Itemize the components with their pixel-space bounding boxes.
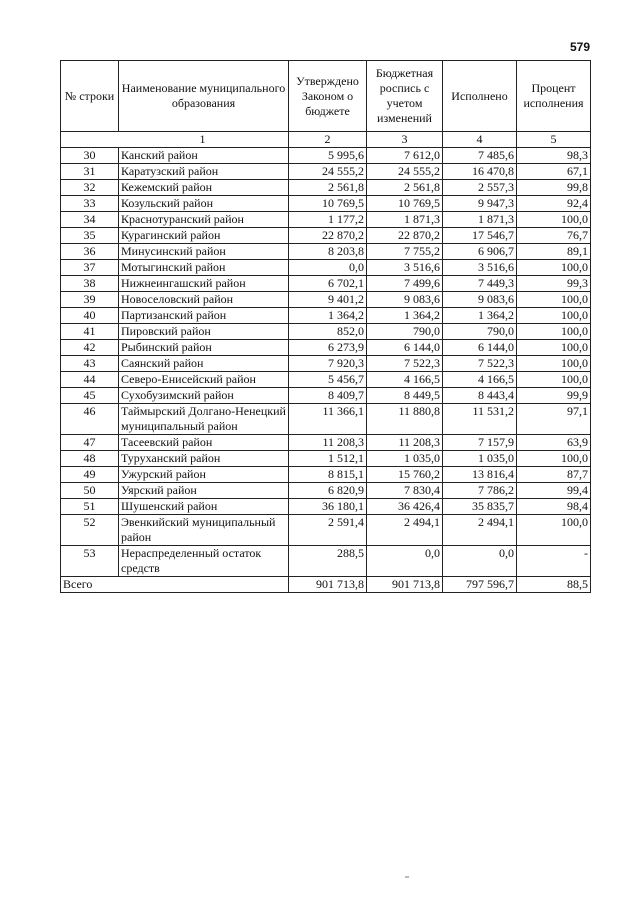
table-row [61,196,591,212]
cell-executed: 9 947,3 [443,196,517,212]
cell-approved: 11 208,3 [289,435,367,451]
cell-executed: 7 157,9 [443,435,517,451]
header-percent: Процент исполнения [517,61,591,132]
cell-row-number: 43 [61,356,119,372]
cell-percent: 100,0 [517,324,591,340]
cell-budget-schedule: 11 208,3 [367,435,443,451]
cell-percent: 99,4 [517,483,591,499]
cell-executed: 17 546,7 [443,228,517,244]
scan-dot [405,876,409,878]
cell-budget-schedule: 7 755,2 [367,244,443,260]
cell-executed: 4 166,5 [443,372,517,388]
cell-budget-schedule: 9 083,6 [367,292,443,308]
cell-executed: 16 470,8 [443,164,517,180]
page-number: 579 [569,40,590,54]
cell-budget-schedule: 0,0 [367,546,443,577]
cell-percent: 76,7 [517,228,591,244]
cell-approved: 8 409,7 [289,388,367,404]
cell-percent: 98,4 [517,499,591,515]
cell-row-number: 50 [61,483,119,499]
cell-row-number: 41 [61,324,119,340]
cell-municipality: Козульский район [119,196,289,212]
table-row [61,180,591,196]
cell-percent: 100,0 [517,212,591,228]
header-row-number: № строки [61,61,119,132]
cell-budget-schedule: 7 830,4 [367,483,443,499]
total-row [61,577,591,593]
cell-executed: 9 083,6 [443,292,517,308]
header-executed: Исполнено [443,61,517,132]
cell-percent: 100,0 [517,451,591,467]
cell-executed: 7 449,3 [443,276,517,292]
cell-percent: 100,0 [517,292,591,308]
cell-municipality: Туруханский район [119,451,289,467]
cell-budget-schedule: 8 449,5 [367,388,443,404]
cell-total-budget-schedule: 901 713,8 [367,577,443,593]
cell-budget-schedule: 7 522,3 [367,356,443,372]
cell-executed: 7 485,6 [443,148,517,164]
table-row [61,340,591,356]
cell-percent: 92,4 [517,196,591,212]
cell-row-number: 48 [61,451,119,467]
cell-budget-schedule: 1 871,3 [367,212,443,228]
cell-executed: 2 494,1 [443,515,517,546]
cell-approved: 5 995,6 [289,148,367,164]
cell-budget-schedule: 2 494,1 [367,515,443,546]
table-row [61,228,591,244]
cell-municipality: Нераспределенный остаток средств [119,546,289,577]
cell-row-number: 34 [61,212,119,228]
table-row [61,435,591,451]
cell-municipality: Шушенский район [119,499,289,515]
cell-municipality: Минусинский район [119,244,289,260]
cell-executed: 3 516,6 [443,260,517,276]
cell-row-number: 37 [61,260,119,276]
cell-percent: 100,0 [517,515,591,546]
cell-executed: 11 531,2 [443,404,517,435]
column-number-5: 5 [517,132,591,148]
table-row [61,308,591,324]
table-row [61,356,591,372]
cell-budget-schedule: 7 612,0 [367,148,443,164]
cell-row-number: 49 [61,467,119,483]
cell-executed: 1 035,0 [443,451,517,467]
cell-executed: 2 557,3 [443,180,517,196]
budget-execution-table [60,60,591,593]
cell-municipality: Сухобузимский район [119,388,289,404]
cell-municipality: Курагинский район [119,228,289,244]
cell-percent: 100,0 [517,260,591,276]
cell-executed: 0,0 [443,546,517,577]
cell-budget-schedule: 22 870,2 [367,228,443,244]
cell-budget-schedule: 1 035,0 [367,451,443,467]
cell-budget-schedule: 790,0 [367,324,443,340]
cell-municipality: Мотыгинский район [119,260,289,276]
cell-total-percent: 88,5 [517,577,591,593]
cell-executed: 7 786,2 [443,483,517,499]
cell-row-number: 51 [61,499,119,515]
table-row [61,404,591,435]
cell-row-number: 39 [61,292,119,308]
cell-municipality: Ужурский район [119,467,289,483]
cell-total-approved: 901 713,8 [289,577,367,593]
cell-executed: 1 364,2 [443,308,517,324]
cell-approved: 0,0 [289,260,367,276]
table-row [61,292,591,308]
cell-budget-schedule: 4 166,5 [367,372,443,388]
table-row [61,164,591,180]
cell-row-number: 46 [61,404,119,435]
cell-percent: 100,0 [517,340,591,356]
cell-municipality: Эвенкийский муниципальный район [119,515,289,546]
cell-municipality: Тасеевский район [119,435,289,451]
cell-total-executed: 797 596,7 [443,577,517,593]
header-approved: Утверждено Законом о бюджете [289,61,367,132]
cell-approved: 10 769,5 [289,196,367,212]
cell-row-number: 53 [61,546,119,577]
cell-municipality: Уярский район [119,483,289,499]
cell-approved: 5 456,7 [289,372,367,388]
cell-approved: 22 870,2 [289,228,367,244]
cell-row-number: 42 [61,340,119,356]
table-row [61,499,591,515]
cell-budget-schedule: 6 144,0 [367,340,443,356]
table-row [61,388,591,404]
table-row [61,260,591,276]
table-row [61,244,591,260]
cell-approved: 11 366,1 [289,404,367,435]
column-number-row [61,132,591,148]
cell-approved: 8 815,1 [289,467,367,483]
cell-percent: 99,9 [517,388,591,404]
cell-municipality: Рыбинский район [119,340,289,356]
cell-row-number: 45 [61,388,119,404]
cell-percent: 97,1 [517,404,591,435]
cell-row-number: 33 [61,196,119,212]
table-row [61,467,591,483]
cell-row-number: 32 [61,180,119,196]
cell-row-number: 36 [61,244,119,260]
column-number-1: 1 [61,132,289,148]
table-row [61,483,591,499]
cell-executed: 7 522,3 [443,356,517,372]
cell-executed: 790,0 [443,324,517,340]
cell-municipality: Каратузский район [119,164,289,180]
cell-approved: 1 512,1 [289,451,367,467]
cell-municipality: Таймырский Долгано-Ненецкий муниципальный район [119,404,289,435]
cell-approved: 8 203,8 [289,244,367,260]
cell-executed: 35 835,7 [443,499,517,515]
cell-municipality: Саянский район [119,356,289,372]
cell-percent: - [517,546,591,577]
cell-budget-schedule: 7 499,6 [367,276,443,292]
cell-approved: 6 702,1 [289,276,367,292]
cell-percent: 99,3 [517,276,591,292]
cell-row-number: 30 [61,148,119,164]
cell-budget-schedule: 36 426,4 [367,499,443,515]
cell-percent: 98,3 [517,148,591,164]
cell-executed: 6 906,7 [443,244,517,260]
cell-municipality: Северо-Енисейский район [119,372,289,388]
cell-row-number: 52 [61,515,119,546]
cell-executed: 8 443,4 [443,388,517,404]
cell-budget-schedule: 11 880,8 [367,404,443,435]
cell-budget-schedule: 15 760,2 [367,467,443,483]
cell-row-number: 31 [61,164,119,180]
table-row [61,451,591,467]
column-number-3: 3 [367,132,443,148]
cell-approved: 2 561,8 [289,180,367,196]
cell-municipality: Краснотуранский район [119,212,289,228]
column-number-4: 4 [443,132,517,148]
cell-percent: 89,1 [517,244,591,260]
header-budget-schedule: Бюджетная роспись с учетом изменений [367,61,443,132]
cell-budget-schedule: 1 364,2 [367,308,443,324]
cell-approved: 852,0 [289,324,367,340]
cell-total-label: Всего [61,577,289,593]
table-row [61,515,591,546]
cell-percent: 67,1 [517,164,591,180]
cell-approved: 288,5 [289,546,367,577]
cell-approved: 36 180,1 [289,499,367,515]
cell-municipality: Канский район [119,148,289,164]
cell-budget-schedule: 24 555,2 [367,164,443,180]
cell-row-number: 38 [61,276,119,292]
cell-budget-schedule: 3 516,6 [367,260,443,276]
cell-approved: 6 273,9 [289,340,367,356]
cell-municipality: Партизанский район [119,308,289,324]
cell-approved: 6 820,9 [289,483,367,499]
cell-approved: 24 555,2 [289,164,367,180]
cell-municipality: Новоселовский район [119,292,289,308]
table-row [61,148,591,164]
cell-approved: 2 591,4 [289,515,367,546]
cell-executed: 1 871,3 [443,212,517,228]
column-number-2: 2 [289,132,367,148]
cell-municipality: Нижнеингашский район [119,276,289,292]
cell-percent: 100,0 [517,372,591,388]
table-row [61,372,591,388]
header-municipality: Наименование муниципального образования [119,61,289,132]
cell-municipality: Кежемский район [119,180,289,196]
cell-row-number: 40 [61,308,119,324]
cell-row-number: 47 [61,435,119,451]
cell-row-number: 35 [61,228,119,244]
cell-percent: 87,7 [517,467,591,483]
table-row [61,324,591,340]
cell-budget-schedule: 10 769,5 [367,196,443,212]
cell-percent: 99,8 [517,180,591,196]
cell-approved: 1 177,2 [289,212,367,228]
cell-municipality: Пировский район [119,324,289,340]
table-row [61,546,591,577]
table-header-row [61,61,591,132]
cell-executed: 13 816,4 [443,467,517,483]
cell-approved: 1 364,2 [289,308,367,324]
cell-percent: 100,0 [517,308,591,324]
cell-percent: 63,9 [517,435,591,451]
cell-executed: 6 144,0 [443,340,517,356]
table-row [61,276,591,292]
cell-budget-schedule: 2 561,8 [367,180,443,196]
cell-row-number: 44 [61,372,119,388]
table-row [61,212,591,228]
cell-approved: 9 401,2 [289,292,367,308]
cell-percent: 100,0 [517,356,591,372]
cell-approved: 7 920,3 [289,356,367,372]
